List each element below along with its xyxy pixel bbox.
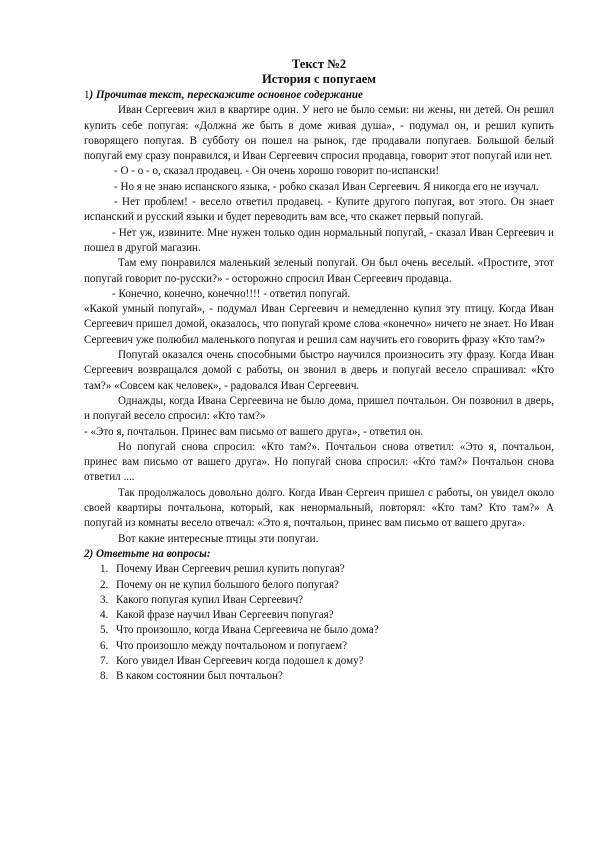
list-item: [84, 562, 554, 577]
list-item: [84, 669, 554, 684]
paragraph: - Конечно, конечно, конечно!!!! - ответил попугай.: [112, 287, 351, 300]
question-text: Какой фразе научил Иван Сергеевич попугая?: [116, 609, 334, 622]
question-text: В каком состоянии был почтальон?: [116, 670, 283, 683]
paragraph: - Нет уж, извините. Мне нужен только один нормальный попугай, - сказал Иван Сергеевич и пошел в другой магазин.: [84, 226, 554, 254]
question-text: Почему он не купил большого белого попугая?: [116, 578, 339, 591]
list-item: [84, 593, 554, 608]
question-text: Кого увидел Иван Сергеевич когда подошел к дому?: [116, 654, 364, 667]
question-number: 3.: [100, 593, 109, 606]
list-item: [84, 654, 554, 669]
list-item: [84, 578, 554, 593]
paragraph: Но попугай снова спросил: «Кто там?». Почтальон снова ответил: «Это я, почтальон, принес вам письмо от вашего друга». Но попугай снова спросил: «Кто там?» Почтальон снова ответил ....: [84, 440, 554, 484]
paragraph: Вот какие интересные птицы эти попугаи.: [118, 532, 319, 545]
questions-list: [84, 562, 554, 684]
paragraph: Однажды, когда Ивана Сергеевича не было дома, пришел почтальон. Он позвонил в дверь, и попугай весело спросил: «Кто там?»: [84, 394, 554, 423]
question-number: 1.: [100, 563, 109, 576]
task-2-heading: 2) Ответьте на вопросы:: [84, 547, 211, 560]
paragraph: - О - о - о, сказал продавец. - Он очень хорошо говорит по-испански!: [114, 165, 440, 178]
list-item: [84, 608, 554, 623]
paragraph: - «Это я, почтальон. Принес вам письмо от вашего друга», - ответил он.: [84, 425, 424, 438]
list-item: [84, 639, 554, 654]
question-text: Почему Иван Сергеевич решил купить попугая?: [116, 563, 345, 576]
question-number: 4.: [100, 609, 109, 622]
document-body: [84, 57, 554, 685]
paragraph: Попугай оказался очень способными быстро научился произносить эту фразу. Когда Иван Сергеевич возвращался домой с работы, он звонил в дверь и попугай весело спрашивал: «Кто там?» «Совсем как человек», - радовался Иван Сергеевич.: [84, 349, 554, 392]
question-text: Что произошло, когда Ивана Сергеевича не было дома?: [116, 624, 379, 637]
paragraph: Так продолжалось довольно долго. Когда Иван Сергеич пришел с работы, он увидел около своей квартиры почтальона, который, как ненормальный, повторял: «Кто там? Кто там?» А попугай из комнаты весело отвечал: «Это я, почтальон, принес вам письмо от вашего друга».: [84, 486, 554, 530]
document-title: Текст №2: [291, 57, 347, 71]
question-number: 7.: [100, 654, 109, 667]
paragraph: Там ему понравился маленький зеленый попугай. Он был очень веселый. «Простите, этот попугай говорит по-русски?» - осторожно спросил Иван Сергеевич продавца.: [84, 257, 554, 285]
question-number: 8.: [100, 670, 109, 683]
story-title: История с попугаем: [262, 72, 376, 86]
task-1-number: 1: [84, 89, 90, 101]
question-number: 5.: [100, 624, 109, 637]
paragraph: «Какой умный попугай», - подумал Иван Сергеевич и немедленно купил эту птицу. Когда Иван Сергеевич пришел домой, оказалось, что попугай кроме слова «конечно» ничего не знает. Но Иван Сергеевич уже полюбил маленького попугая и решил сам научить его говорить фразу «Кто там?»: [84, 303, 554, 346]
task-1-heading: [84, 88, 554, 103]
paragraph: - Нет проблем! - весело ответил продавец. - Купите другого попугая, вот этого. Он знает испанский и русский языки и будет переводить вам все, что скажет первый попугай.: [84, 196, 554, 224]
question-text: Что произошло между почтальоном и попугаем?: [116, 639, 348, 652]
question-text: Какого попугая купил Иван Сергеевич?: [116, 593, 304, 606]
paragraph: Иван Сергеевич жил в квартире один. У него не было семьи: ни жены, ни детей. Он решил купить себе попугая: «Должна же быть в доме живая душа», - подумал он, и решил купить говорящего попугая. В субботу он пошел на рынок, где продавали попугаев. Большой белый попугай ему сразу понравился, и Иван Сергеевич спросил продавца, говорит этот попугай или нет.: [84, 104, 554, 163]
question-number: 2.: [100, 578, 109, 591]
list-item: [84, 623, 554, 638]
task-1-text: ) Прочитав текст, перескажите основное содержание: [89, 89, 363, 101]
paragraph: - Но я не знаю испанского языка, - робко сказал Иван Сергеевич. Я никогда его не изучал.: [114, 180, 539, 193]
question-number: 6.: [100, 639, 109, 652]
